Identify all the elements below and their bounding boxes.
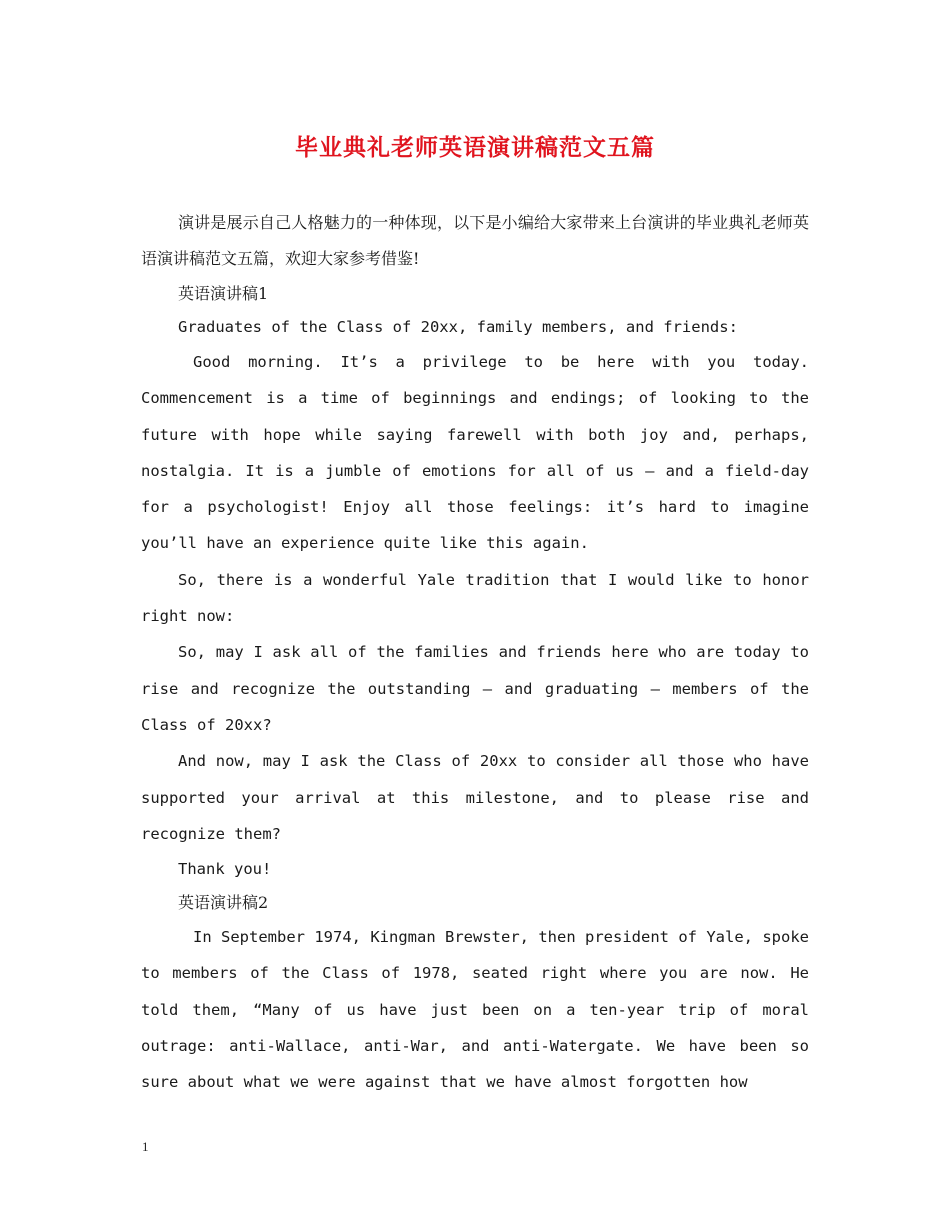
page-number: 1 bbox=[142, 1139, 149, 1154]
speech-1-heading: 英语演讲稿1 bbox=[178, 284, 269, 303]
speech-1-paragraph: Thank you! bbox=[178, 860, 272, 879]
document-title: 毕业典礼老师英语演讲稿范文五篇 bbox=[295, 134, 655, 161]
speech-2-paragraph: In September 1974, Kingman Brewster, then president of Yale, spoke to members of the Class of 1978, seated right where you are now. He told them, “Many of us have just been on a ten-year trip of moral outrage: anti-Wallace, anti-War, and anti-Watergate. We have been so sure about what we were against that we have almost forgotten how bbox=[141, 928, 809, 1092]
speech-1-paragraph: And now, may I ask the Class of 20xx to consider all those who have supported your arrival at this milestone, and to please rise and recognize them? bbox=[141, 752, 809, 843]
speech-2-heading: 英语演讲稿2 bbox=[178, 893, 269, 913]
speech-1-paragraph: Graduates of the Class of 20xx, family members, and friends: bbox=[178, 318, 738, 336]
document-body bbox=[141, 205, 809, 1101]
speech-1-paragraph: Good morning. It’s a privilege to be here with you today. Commencement is a time of beginnings and endings; of looking to the future with hope while saying farewell with both joy and, perhaps, nostalgia. It is a jumble of emotions for all of us – and a field-day for a psychologist! Enjoy all those feelings: it’s hard to imagine you’ll have an experience quite like this again. bbox=[141, 353, 809, 553]
speech-1-paragraph: So, there is a wonderful Yale tradition that I would like to honor right now: bbox=[141, 570, 809, 626]
intro-paragraph: 演讲是展示自己人格魅力的一种体现，以下是小编给大家带来上台演讲的毕业典礼老师英语演讲稿范文五篇，欢迎大家参考借鉴! bbox=[141, 213, 809, 268]
speech-1-paragraph: So, may I ask all of the families and friends here who are today to rise and recognize the outstanding – and graduating – members of the Class of 20xx? bbox=[141, 643, 809, 734]
